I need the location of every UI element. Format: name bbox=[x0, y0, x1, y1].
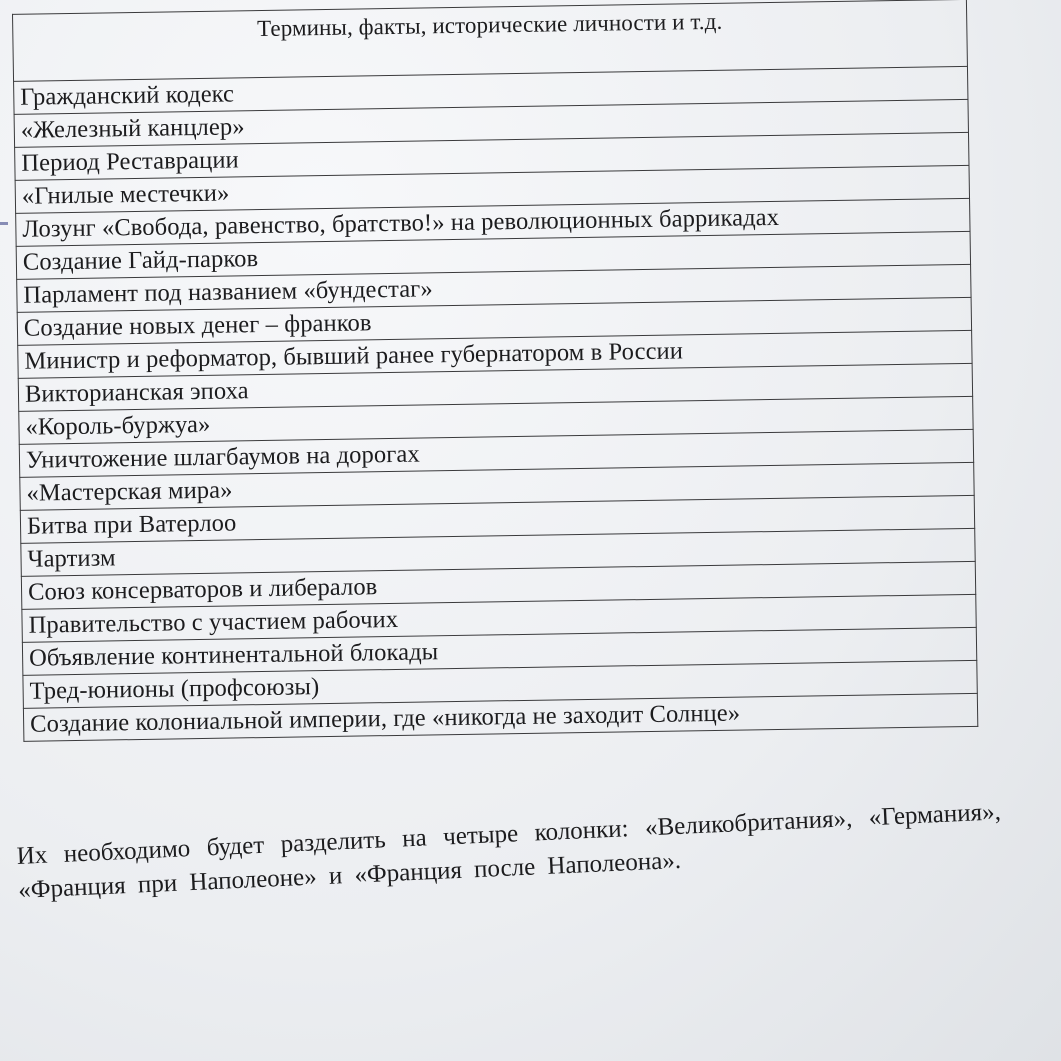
table-cell: Лозунг «Свобода, равенство, братство!» на революционных баррикадах bbox=[16, 198, 970, 246]
table-cell: Чартизм bbox=[21, 528, 975, 576]
table-cell: «Железный канцлер» bbox=[14, 99, 968, 147]
table-cell: Тред-юнионы (профсоюзы) bbox=[23, 660, 977, 708]
table-header: Термины, факты, исторические личности и т.д. bbox=[13, 0, 968, 81]
table-cell: Объявление континентальной блокады bbox=[22, 627, 976, 675]
document-page bbox=[6, 0, 1017, 742]
table-cell: Союз консерваторов и либералов bbox=[21, 561, 975, 609]
table-cell: Парламент под названием «бундестаг» bbox=[17, 264, 971, 312]
terms-table bbox=[12, 0, 978, 742]
table-cell: Уничтожение шлагбаумов на дорогах bbox=[19, 429, 973, 477]
table-cell: Министр и реформатор, бывший ранее губернатором в России bbox=[18, 330, 972, 378]
instructions-paragraph: Их необходимо будет разделить на четыре колонки: «Великобритания», «Германия», «Франция при Наполеоне» и «Франция после Наполеона». bbox=[16, 798, 1002, 904]
table-cell: Гражданский кодекс bbox=[14, 66, 968, 114]
table-cell: Создание Гайд-парков bbox=[16, 231, 970, 279]
pen-mark bbox=[0, 222, 8, 225]
table-cell: «Гнилые местечки» bbox=[15, 165, 969, 213]
table-cell: Битва при Ватерлоо bbox=[20, 495, 974, 543]
table-cell: Создание новых денег – франков bbox=[17, 297, 971, 345]
table-cell: Создание колониальной империи, где «никогда не заходит Солнце» bbox=[23, 693, 977, 741]
table-cell: Правительство с участием рабочих bbox=[22, 594, 976, 642]
table-cell: Период Реставрации bbox=[15, 132, 969, 180]
table-cell: Викторианская эпоха bbox=[18, 363, 972, 411]
table-cell: «Король-буржуа» bbox=[19, 396, 973, 444]
table-cell: «Мастерская мира» bbox=[20, 462, 974, 510]
